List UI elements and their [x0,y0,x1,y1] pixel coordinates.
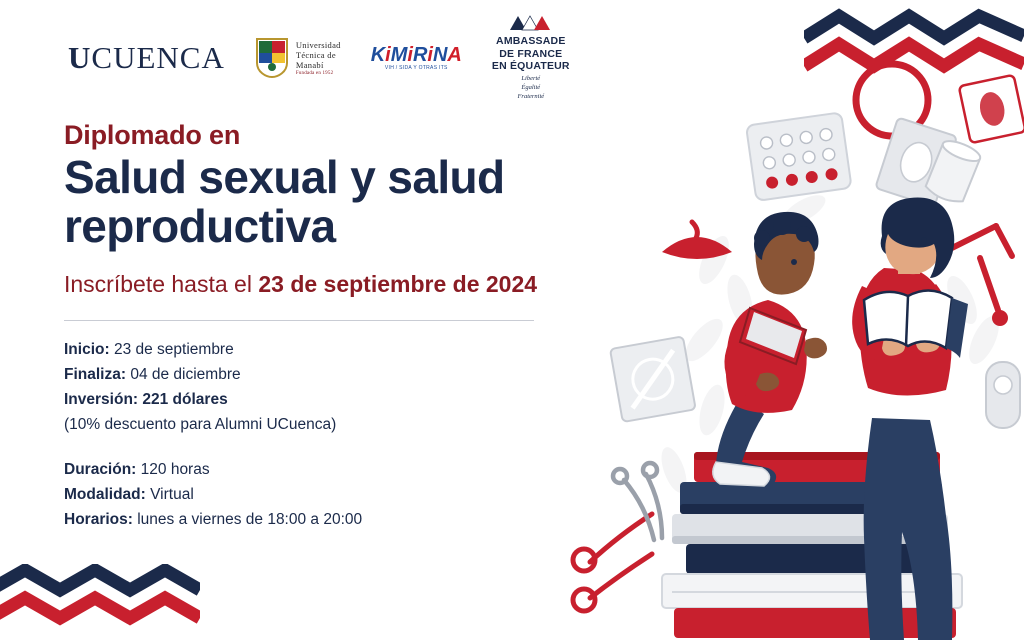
detail-duracion-value: 120 horas [136,460,210,478]
france-marianne-icon [508,14,554,32]
details-block [64,337,584,533]
condom-foil-square [610,336,696,422]
condom-wrapper-red [959,75,1024,143]
utm-line-1: Universidad [295,39,341,50]
page-title [64,153,584,251]
france-motto-2: Égalité [521,84,541,92]
detail-modalidad [64,482,584,507]
deadline-text [64,271,584,298]
detail-inversion-label: Inversión: [64,390,139,408]
student-left [713,212,827,486]
ucuenca-logo-text: CUENCA [91,40,225,75]
detail-finaliza-label: Finaliza: [64,365,127,383]
divider [64,320,534,321]
details-spacer [64,437,584,457]
poster-content [64,120,584,532]
kimirina-letter-5: R [412,44,428,66]
utm-line-4: Fundada en 1952 [295,70,334,76]
detail-horarios [64,507,584,532]
france-motto-3: Fraternité [517,92,545,100]
detail-inicio [64,337,584,362]
detail-inversion [64,387,584,412]
detail-inicio-value: 23 de septiembre [109,340,234,358]
kimirina-letter-4: i [407,44,413,66]
detail-duracion [64,457,584,482]
detail-modalidad-label: Modalidad: [64,486,146,504]
ucuenca-logo [68,40,225,76]
page-title-line-1: Salud sexual y salud [64,151,505,203]
kimirina-letter-8: A [447,44,462,66]
kimirina-letter-1: K [370,44,386,66]
page-title-line-2: reproductiva [64,199,336,252]
grey-capsule [986,362,1020,428]
zigzag-decoration-bottom-left [0,564,200,634]
utm-line-2: Técnica de [295,49,336,60]
detail-inversion-value: 221 dólares [138,390,228,408]
deadline-prefix: Inscríbete hasta el [64,270,259,297]
france-motto-1: Liberté [521,75,541,83]
detail-duracion-label: Duración: [64,460,137,478]
kimirina-letter-2: i [385,44,391,66]
kimirina-letter-7: N [432,44,448,66]
kimirina-wordmark [371,45,462,65]
speculum-instrument [613,463,662,540]
france-motto [517,75,544,101]
france-line-2: DE FRANCE [499,47,563,60]
illustration-students-reading [554,0,1024,640]
detail-horarios-label: Horarios: [64,511,133,529]
scissors-forceps [573,514,652,611]
utm-logo-text [296,40,341,77]
detail-discount-note: (10% descuento para Alumni UCuenca) [64,415,337,433]
kimirina-letter-6: i [427,44,433,66]
kicker-text: Diplomado en [64,120,241,150]
kimirina-logo [371,45,462,71]
utm-line-3: Manabí [295,59,324,70]
detail-finaliza-value: 04 de diciembre [126,365,241,383]
france-line-1: AMBASSADE [496,35,566,48]
deadline-date: 23 de septiembre de 2024 [258,270,538,297]
contraceptive-pill-pack [746,112,852,201]
france-line-3: EN ÉQUATEUR [491,60,570,73]
utm-shield-icon [255,37,289,79]
detail-modalidad-value: Virtual [145,486,194,504]
utm-logo [255,37,341,79]
detail-horarios-value: lunes a viernes de 18:00 a 20:00 [132,511,363,529]
kimirina-letter-3: M [390,44,408,66]
detail-finaliza [64,362,584,387]
ucuenca-logo-initial: U [68,40,92,75]
kimirina-subtitle: VIH / SIDA Y OTRAS ITS [384,65,448,71]
detail-inicio-label: Inicio: [64,340,110,358]
